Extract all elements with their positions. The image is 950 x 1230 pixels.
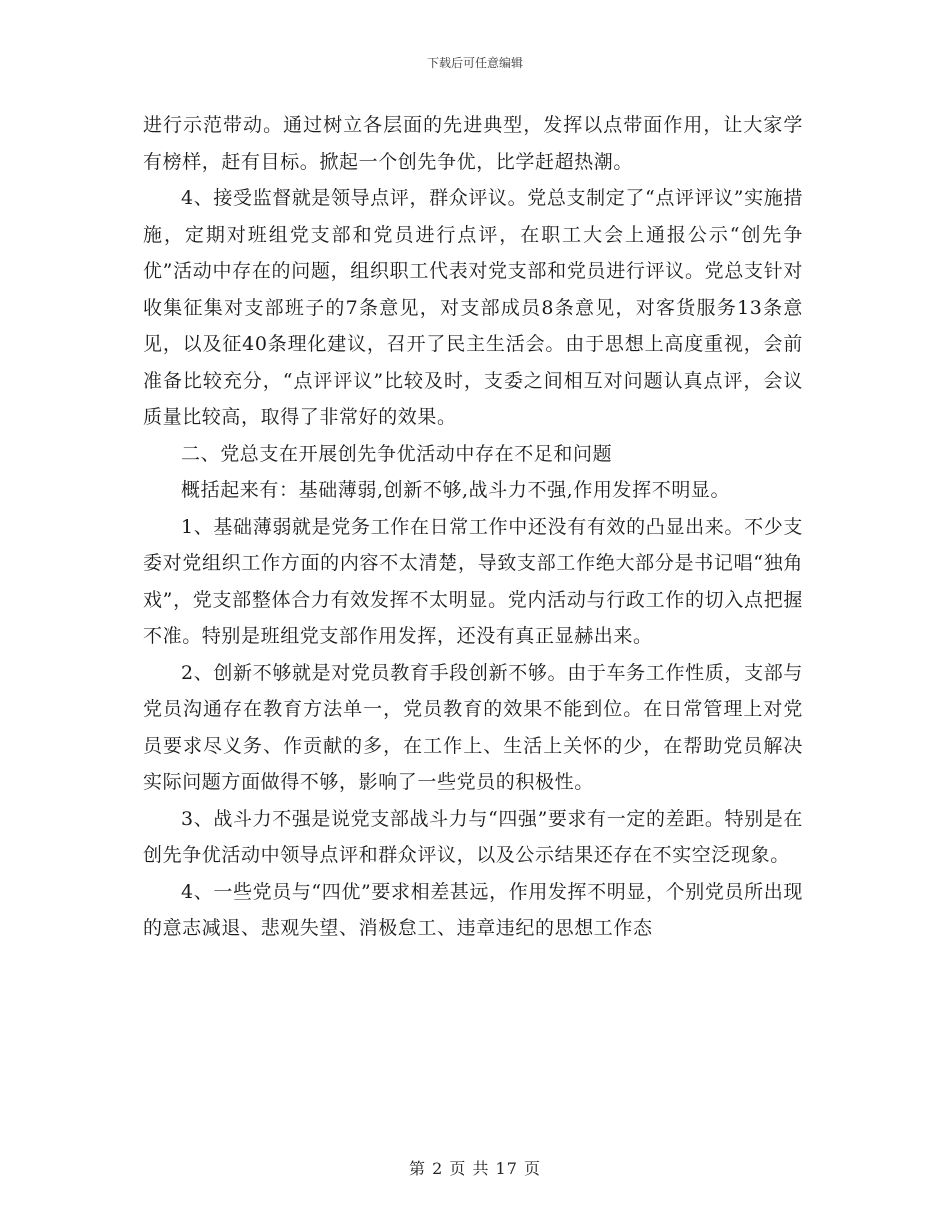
paragraph: 4、接受监督就是领导点评，群众评议。党总支制定了“点评评议”实施措施，定期对班组党支部和党员进行点评，在职工大会上通报公示“创先争优”活动中存在的问题，组织职工代表对党支部和党员进行评议。党总支针对收集征集对支部班子的7条意见，对支部成员8条意见，对客货服务13条意见，以及征40条理化建议，召开了民主生活会。由于思想上高度重视，会前准备比较充分，“点评评议”比较及时，支委之间相互对问题认真点评，会议质量比较高，取得了非常好的效果。: [143, 187, 803, 428]
paragraph: 3、战斗力不强是说党支部战斗力与“四强”要求有一定的差距。特别是在创先争优活动中领导点评和群众评议，以及公示结果还存在不实空泛现象。: [143, 807, 803, 866]
document-body: [143, 107, 803, 947]
page-header-note: 下载后可任意编辑: [426, 56, 523, 70]
paragraph: 概括起来有：基础薄弱,创新不够,战斗力不强,作用发挥不明显。: [181, 479, 731, 501]
paragraph: 1、基础薄弱就是党务工作在日常工作中还没有有效的凸显出来。不少支委对党组织工作方面的内容不太清楚，导致支部工作绝大部分是书记唱“独角戏”，党支部整体合力有效发挥不太明显。党内活动与行政工作的切入点把握不准。特别是班组党支部作用发挥，还没有真正显赫出来。: [143, 515, 803, 647]
paragraph: 进行示范带动。通过树立各层面的先进典型，发挥以点带面作用，让大家学有榜样，赶有目标。掀起一个创先争优，比学赶超热潮。: [143, 114, 803, 173]
paragraph: 2、创新不够就是对党员教育手段创新不够。由于车务工作性质，支部与党员沟通存在教育方法单一，党员教育的效果不能到位。在日常管理上对党员要求尽义务、作贡献的多，在工作上、生活上关怀的少，在帮助党员解决实际问题方面做得不够，影响了一些党员的积极性。: [143, 661, 803, 793]
page-number-footer: 第 2 页 共 17 页: [409, 1159, 541, 1178]
section-heading: 二、党总支在开展创先争优活动中存在不足和问题: [181, 442, 613, 465]
paragraph: 4、一些党员与“四优”要求相差甚远，作用发挥不明显，个别党员所出现的意志减退、悲观失望、消极怠工、违章违纪的思想工作态: [143, 880, 803, 939]
